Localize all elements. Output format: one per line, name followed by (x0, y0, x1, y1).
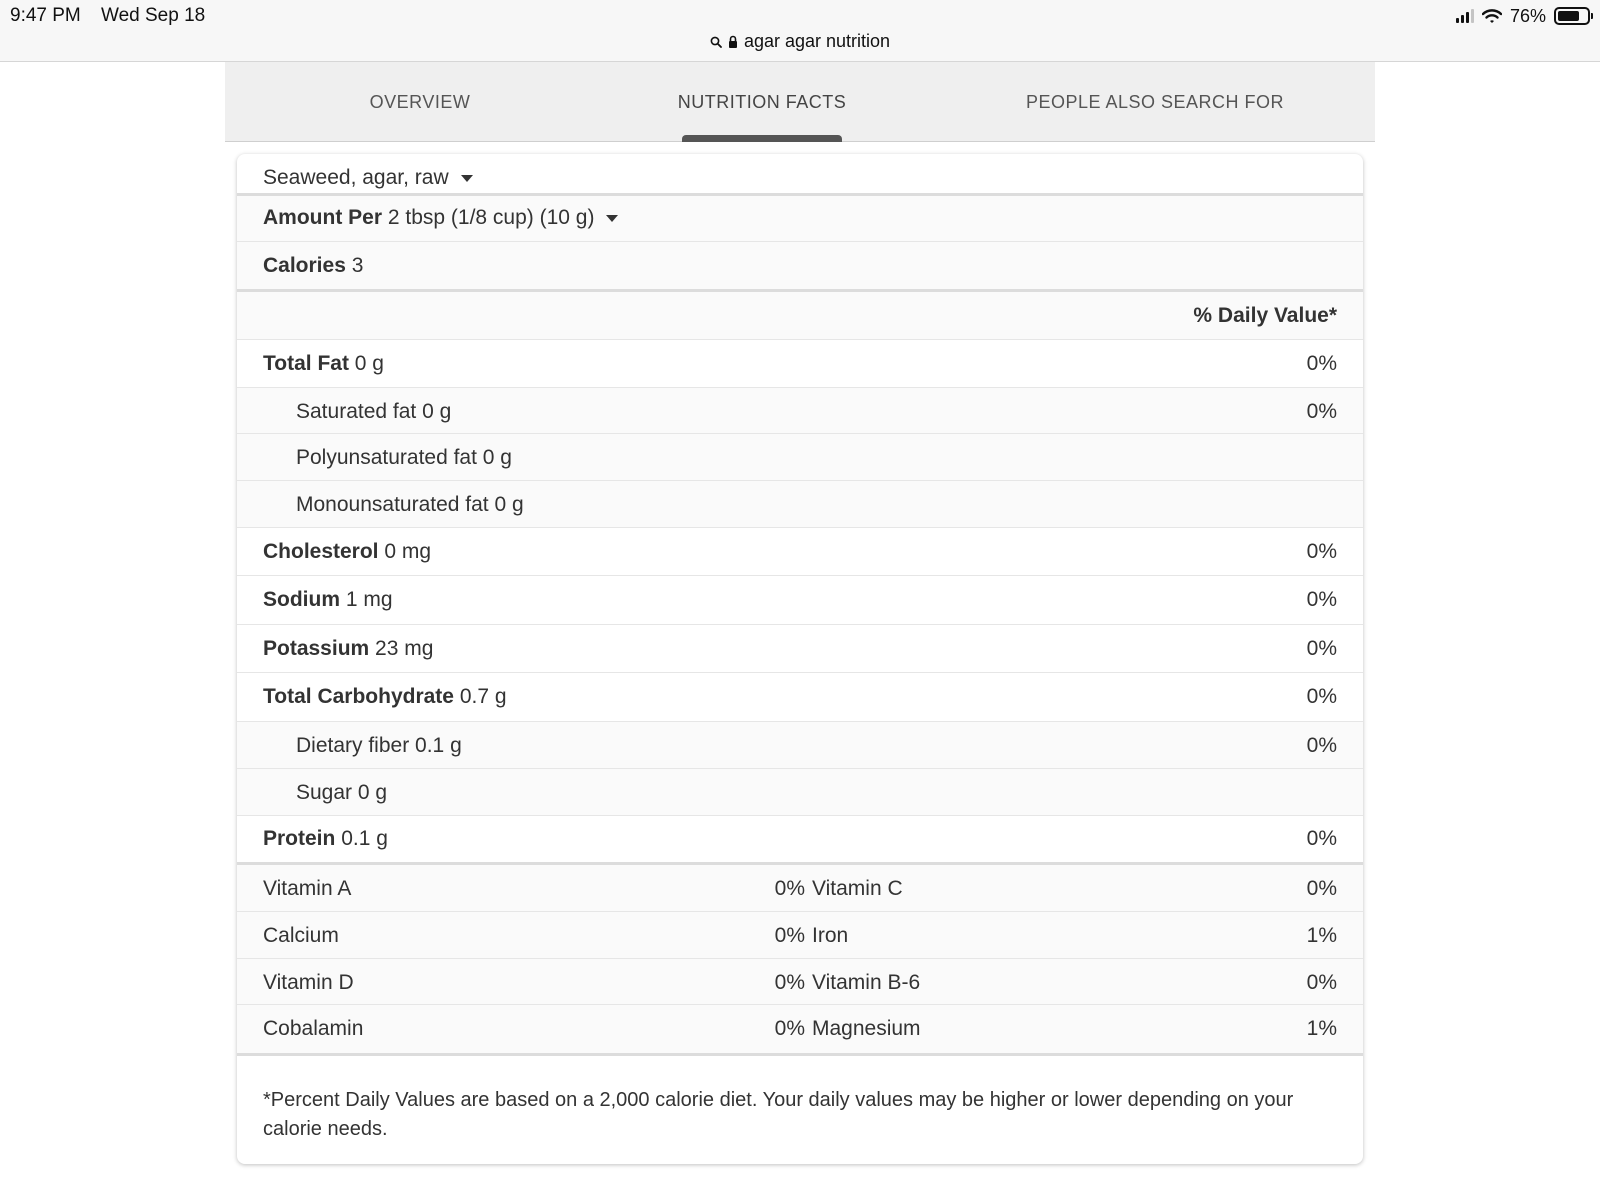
nutrient-amount: 1 mg (345, 588, 393, 611)
vitamin-row (237, 959, 1363, 1005)
chevron-down-icon (461, 175, 473, 182)
amount-per-label: Amount Per (263, 206, 383, 229)
daily-value-header-row (237, 292, 1363, 340)
nutrient-name: Protein (263, 827, 336, 850)
vitamin-name: Calcium (263, 924, 339, 947)
nutrient-row-total-carbohydrate (237, 673, 1363, 722)
status-indicators (1456, 4, 1590, 28)
nutrient-row-protein (237, 816, 1363, 865)
nutrient-daily-value: 0% (1306, 352, 1337, 375)
nutrient-name: Total Fat (263, 352, 349, 375)
tab-people-also-search-for[interactable] (965, 62, 1345, 142)
nutrient-daily-value: 0% (1306, 588, 1337, 611)
calories-row (237, 242, 1363, 292)
nutrient-amount: 0 g (494, 493, 524, 516)
nutrient-daily-value: 0% (1306, 734, 1337, 757)
tab-label: OVERVIEW (369, 91, 471, 112)
vitamin-daily-value: 0% (1306, 877, 1337, 900)
daily-value-footnote: *Percent Daily Values are based on a 2,000 calorie diet. Your daily values may be higher or lower depending on your calorie needs. (263, 1089, 1294, 1140)
nutrient-name: Total Carbohydrate (263, 685, 454, 708)
nutrition-facts-card (237, 154, 1363, 1164)
nutrient-name: Cholesterol (263, 540, 379, 563)
status-bar (0, 0, 1600, 62)
nutrient-name: Saturated fat (296, 400, 417, 423)
tab-label: NUTRITION FACTS (677, 91, 847, 112)
nutrient-row-saturated-fat (237, 388, 1363, 434)
nutrient-row-sugar (237, 769, 1363, 816)
active-tab-indicator (682, 135, 842, 142)
tab-overview[interactable] (285, 62, 555, 142)
calories-label: Calories (263, 254, 346, 277)
nutrient-row-potassium (237, 625, 1363, 673)
search-icon (710, 36, 722, 48)
nutrient-name: Monounsaturated fat (296, 493, 489, 516)
tab-label: PEOPLE ALSO SEARCH FOR (1025, 91, 1285, 112)
vitamin-name: Vitamin A (263, 877, 352, 900)
url-text: agar agar nutrition (743, 31, 891, 51)
vitamin-name: Iron (812, 924, 849, 947)
vitamin-daily-value: 0% (774, 877, 805, 900)
battery-level (1558, 11, 1579, 21)
vitamin-daily-value: 0% (774, 924, 805, 947)
nutrient-amount: 23 mg (375, 637, 434, 660)
vitamin-daily-value: 0% (1306, 971, 1337, 994)
address-bar[interactable] (0, 31, 1600, 52)
nutrient-amount: 0.7 g (459, 685, 507, 708)
nutrient-daily-value: 0% (1306, 685, 1337, 708)
nutrient-row-cholesterol (237, 528, 1363, 576)
nutrient-name: Potassium (263, 637, 370, 660)
serving-size-select[interactable] (388, 206, 619, 230)
vitamin-name: Vitamin D (263, 971, 354, 994)
nutrient-name: Sodium (263, 588, 340, 611)
nutrient-row-sodium (237, 576, 1363, 625)
nutrient-name: Dietary fiber (296, 734, 410, 757)
vitamin-row (237, 912, 1363, 959)
nutrient-daily-value: 0% (1306, 827, 1337, 850)
nutrient-amount: 0.1 g (341, 827, 388, 850)
nutrient-name: Sugar (296, 781, 353, 804)
nutrient-amount: 0 g (357, 781, 388, 804)
nutrient-amount: 0 g (422, 400, 452, 423)
signal-icon (1456, 9, 1474, 23)
nutrient-row-monounsaturated-fat (237, 481, 1363, 528)
tab-bar (225, 62, 1375, 142)
vitamin-daily-value: 1% (1306, 924, 1337, 947)
battery-icon (1554, 7, 1590, 25)
status-date: Wed Sep 18 (101, 5, 206, 26)
vitamin-daily-value: 1% (1306, 1017, 1337, 1040)
vitamin-daily-value: 0% (774, 1017, 805, 1040)
nutrient-daily-value: 0% (1306, 637, 1337, 660)
nutrient-daily-value: 0% (1306, 400, 1337, 423)
daily-value-header: % Daily Value* (1193, 304, 1337, 327)
battery-percent: 76% (1509, 5, 1546, 26)
wifi-icon (1482, 9, 1502, 24)
nutrient-amount: 0 g (482, 446, 512, 469)
serving-size-value: 2 tbsp (1/8 cup) (10 g) (387, 206, 595, 229)
vitamin-daily-value: 0% (774, 971, 805, 994)
nutrient-amount: 0 mg (384, 540, 432, 563)
serving-row (237, 196, 1363, 242)
vitamin-name: Cobalamin (263, 1017, 364, 1040)
nutrient-name: Polyunsaturated fat (296, 446, 477, 469)
food-select[interactable] (263, 166, 473, 190)
vitamin-name: Magnesium (812, 1017, 921, 1040)
tab-nutrition-facts[interactable] (617, 62, 907, 142)
chevron-down-icon (606, 215, 618, 222)
vitamin-name: Vitamin C (812, 877, 903, 900)
food-select-value: Seaweed, agar, raw (263, 166, 449, 189)
vitamin-name: Vitamin B-6 (812, 971, 921, 994)
vitamin-row (237, 1005, 1363, 1056)
calories-value: 3 (351, 254, 364, 277)
lock-icon (728, 35, 738, 49)
food-select-row (237, 154, 1363, 196)
nutrient-daily-value: 0% (1306, 540, 1337, 563)
nutrient-amount: 0 g (354, 352, 384, 375)
nutrient-row-total-fat (237, 340, 1363, 388)
nutrient-row-dietary-fiber (237, 722, 1363, 769)
nutrient-row-polyunsaturated-fat (237, 434, 1363, 481)
nutrient-amount: 0.1 g (415, 734, 462, 757)
status-time: 9:47 PM (10, 5, 81, 26)
vitamin-row (237, 865, 1363, 912)
